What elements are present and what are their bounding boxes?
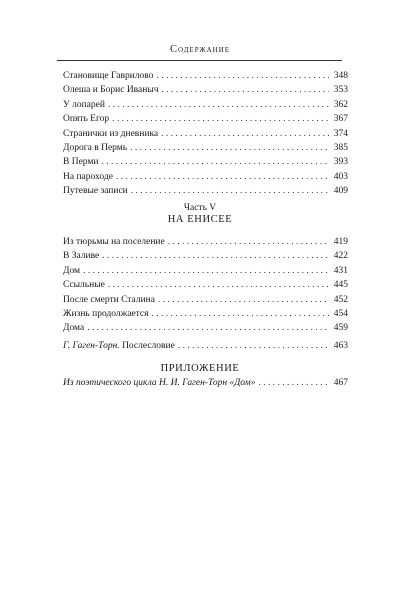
toc-entry-title: У лопарей xyxy=(63,99,105,110)
leader-dots xyxy=(116,170,329,184)
toc-entry-title: После смерти Сталина xyxy=(63,294,155,305)
toc-entry-page: 459 xyxy=(333,323,348,334)
toc-appendix xyxy=(63,376,348,390)
toc-entry-title: Из поэтического цикла Н. И. Гаген-Торн «Дом» xyxy=(63,378,256,388)
toc-entry-title: Дорога в Пермь xyxy=(63,142,128,153)
toc-entry[interactable] xyxy=(63,69,348,83)
toc-entry-title xyxy=(63,339,175,353)
toc-entry-appendix[interactable] xyxy=(63,376,348,390)
toc-entry[interactable] xyxy=(63,141,348,155)
leader-dots xyxy=(87,321,329,335)
toc-entry[interactable] xyxy=(63,98,348,112)
toc-entry-page: 409 xyxy=(333,186,348,197)
leader-dots xyxy=(83,264,329,278)
running-head: Содержание xyxy=(169,44,231,55)
afterword-title: Послесловие xyxy=(122,341,175,351)
toc-entry-title: Из тюрьмы на поселение xyxy=(63,237,165,247)
toc-entry-page: 367 xyxy=(333,114,348,125)
toc-entry-page: 463 xyxy=(333,341,348,351)
toc-entry-page: 362 xyxy=(333,99,348,110)
toc-group-1 xyxy=(63,69,348,199)
toc-entry-title: Ссыльные xyxy=(63,280,105,291)
leader-dots xyxy=(108,98,329,112)
leader-dots xyxy=(156,69,329,83)
leader-dots xyxy=(152,307,330,321)
toc-entry-page: 431 xyxy=(333,265,348,276)
toc-entry[interactable] xyxy=(63,184,348,198)
toc-entry[interactable] xyxy=(63,155,348,169)
leader-dots xyxy=(112,112,329,126)
toc-entry-title: В Перми xyxy=(63,157,99,168)
toc-entry[interactable] xyxy=(63,321,348,335)
toc-entry-title: Дом xyxy=(63,265,81,276)
toc-entry-afterword[interactable] xyxy=(63,339,348,353)
toc-entry-page: 452 xyxy=(333,294,348,305)
toc-entry-page: 348 xyxy=(333,71,348,81)
toc-entry-page: 445 xyxy=(333,280,348,291)
toc-entry-title: Опять Егор xyxy=(63,114,110,125)
toc-entry-title: Олеша и Борис Иваныч xyxy=(63,85,159,96)
leader-dots xyxy=(108,278,329,292)
leader-dots xyxy=(130,141,329,155)
toc-entry[interactable] xyxy=(63,83,348,97)
leader-dots xyxy=(178,339,329,353)
toc-entry-title: Жизнь продолжается xyxy=(63,308,149,319)
leader-dots xyxy=(161,127,329,141)
afterword-author: Г. Гаген-Торн. xyxy=(63,341,120,351)
leader-dots xyxy=(162,83,330,97)
toc-entry[interactable] xyxy=(63,249,348,263)
part-label: Часть V xyxy=(183,203,217,213)
toc-entry[interactable] xyxy=(63,307,348,321)
toc-entry[interactable] xyxy=(63,127,348,141)
toc-entry-title: В Заливе xyxy=(63,251,100,262)
toc-entry-page: 393 xyxy=(333,157,348,168)
toc-entry-title: Дома xyxy=(63,323,85,334)
toc-entry[interactable] xyxy=(63,293,348,307)
toc-entry[interactable] xyxy=(63,235,348,249)
leader-dots xyxy=(102,249,329,263)
leader-dots xyxy=(158,293,329,307)
toc-entry[interactable] xyxy=(63,278,348,292)
toc-entry-title: Странички из дневника xyxy=(63,128,159,139)
toc-entry-page: 454 xyxy=(333,308,348,319)
toc-entry-page: 403 xyxy=(333,171,348,182)
toc-entry[interactable] xyxy=(63,264,348,278)
leader-dots xyxy=(258,376,329,390)
appendix-heading: ПРИЛОЖЕНИЕ xyxy=(160,363,240,374)
toc-entry-title: Становище Гаврилово xyxy=(63,71,154,81)
toc-entry-page: 385 xyxy=(333,142,348,153)
leader-dots xyxy=(131,184,329,198)
toc-entry-page: 419 xyxy=(333,237,348,247)
leader-dots xyxy=(102,155,330,169)
toc-entry[interactable] xyxy=(63,170,348,184)
toc-entry-page: 467 xyxy=(333,378,348,388)
toc-entry-page: 422 xyxy=(333,251,348,262)
leader-dots xyxy=(168,235,329,249)
toc-entry-page: 353 xyxy=(333,85,348,96)
part-title: НА ЕНИСЕЕ xyxy=(167,214,233,225)
toc-entry-title: Путевые записи xyxy=(63,186,128,197)
toc-entry[interactable] xyxy=(63,112,348,126)
toc-afterword xyxy=(63,339,348,353)
toc-group-2 xyxy=(63,235,348,336)
toc-entry-title: На пароходе xyxy=(63,171,113,182)
header-rule xyxy=(57,60,342,61)
toc-entry-page: 374 xyxy=(333,128,348,139)
